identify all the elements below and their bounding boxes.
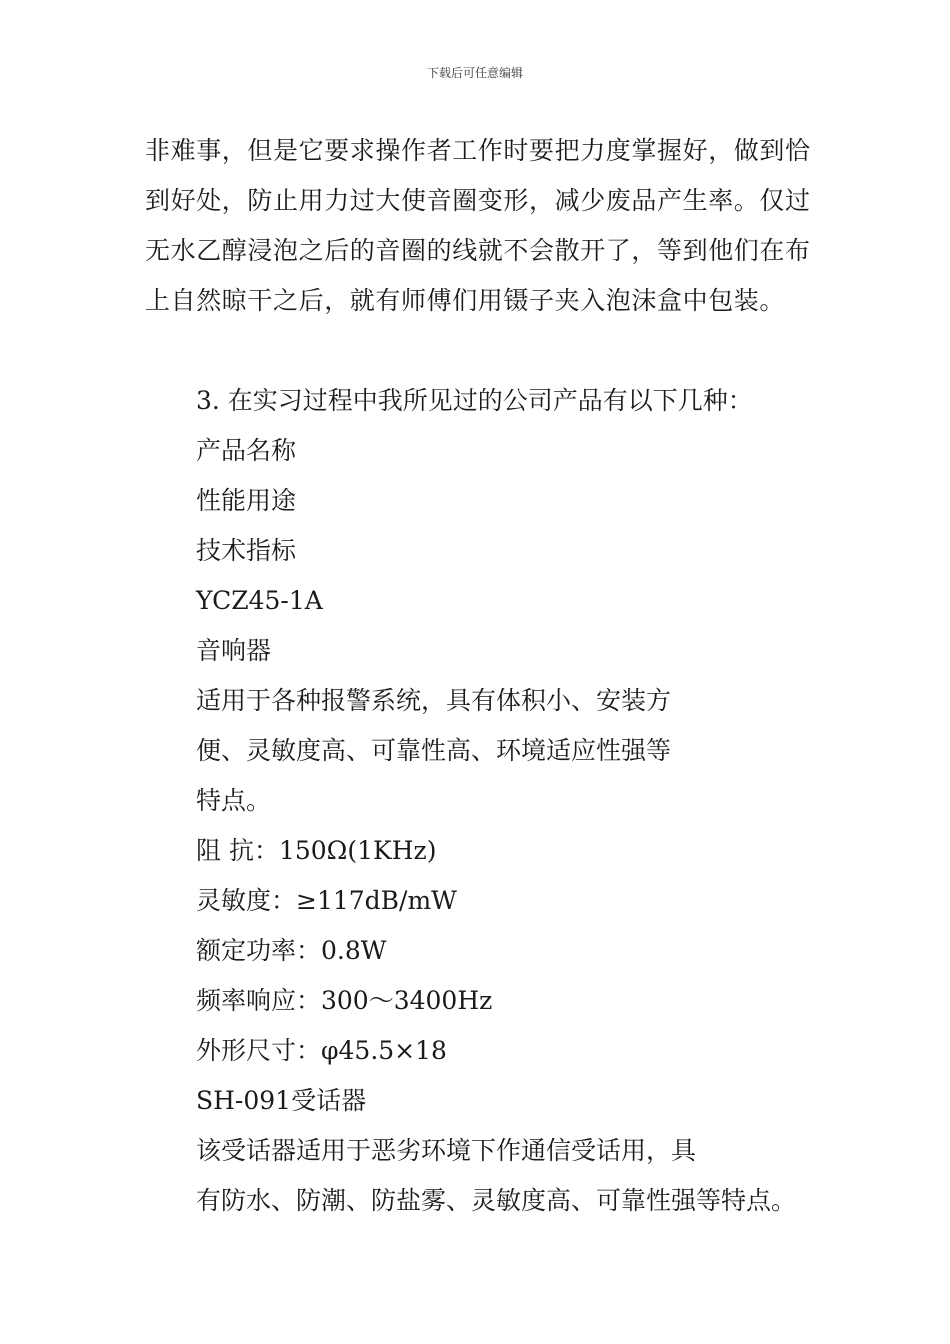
spec-rated-power: 额定功率：0.8W <box>196 936 387 965</box>
spec-dimensions: 外形尺寸：φ45.5×18 <box>196 1036 447 1065</box>
product-description: 便、灵敏度高、可靠性高、环境适应性强等 <box>196 736 672 765</box>
spec-frequency-response: 频率响应：300～3400Hz <box>196 986 493 1015</box>
body-paragraph: 非难事，但是它要求操作者工作时要把力度掌握好，做到恰到好处，防止用力过大使音圈变形，减少废品产生率。仅过无水乙醇浸泡之后的音圈的线就不会散开了，等到他们在布上自然晾干之后，就有师傅们用镊子夹入泡沫盒中包装。 <box>145 136 811 315</box>
page-header: 下载后可任意编辑 <box>426 66 523 80</box>
spec-sensitivity: 灵敏度：≥117dB/mW <box>196 886 457 915</box>
product-description: 有防水、防潮、防盐雾、灵敏度高、可靠性强等特点。 <box>196 1186 797 1215</box>
product-model: SH-091受话器 <box>196 1086 367 1115</box>
product-type: 音响器 <box>196 636 272 665</box>
product-description: 适用于各种报警系统，具有体积小、安装方 <box>196 686 672 715</box>
spec-impedance: 阻 抗：150Ω(1KHz) <box>196 836 437 865</box>
product-description: 特点。 <box>196 786 272 815</box>
table-header-performance: 性能用途 <box>196 486 297 515</box>
product-list <box>196 376 836 1226</box>
product-model: YCZ45-1A <box>196 586 323 615</box>
table-header-product-name: 产品名称 <box>196 436 297 465</box>
product-description: 该受话器适用于恶劣环境下作通信受话用，具 <box>196 1136 697 1165</box>
section-heading: 3. 在实习过程中我所见过的公司产品有以下几种： <box>196 386 753 415</box>
table-header-specs: 技术指标 <box>196 536 297 565</box>
